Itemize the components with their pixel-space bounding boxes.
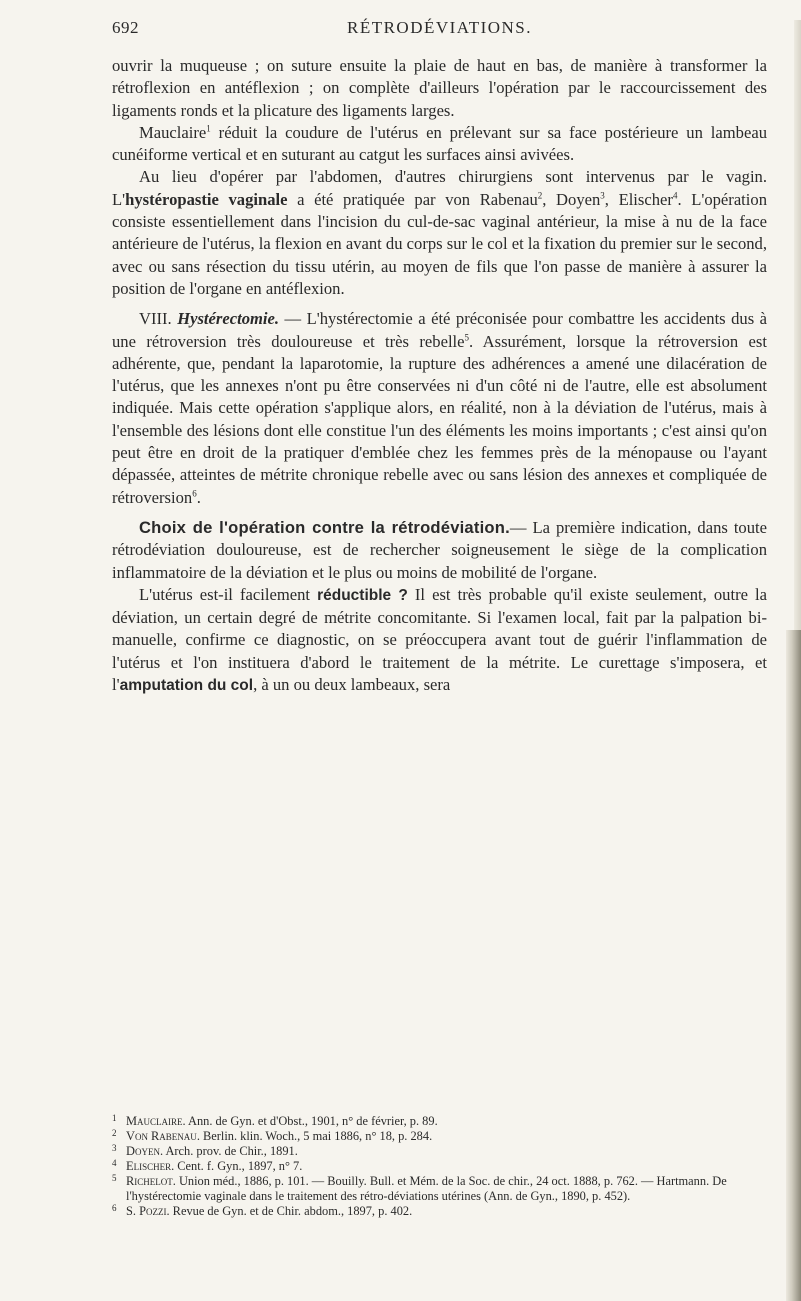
paragraph: VIII. Hystérectomie. — L'hystérectomie a été préconisée pour combattre les accidents dus à une rétroversion très douloureuse et très rebelle$^5$. Assurément, lorsque la rétroversion est adhérente, que, pendant la laparotomie, la rupture des adhérences a amené une dilacération de l'utérus, que les annexes n'ont pu être conservées ni d'un côté ni de l'autre, elle est absolument indiquée. Mais cette opération s'applique alors, en réalité, non à la déviation de l'utérus, mais à l'ensemble des lésions dont elle constitue l'un des éléments les moins importants ; c'est ainsi qu'on peut être en droit de la pratiquer d'emblée chez les femmes près de la ménopause ou l'ayant dépassée, atteintes de métrite chronique rebelle avec ou sans lésion des annexes et compliquée de rétroversion$^6$. [112,309,768,507]
footnote: 5 Richelot. Union méd., 1886, p. 101. — Bouilly. Bull. et Mém. de la Soc. de chir., 24 oct. 1888, p. 762. — Hartmann. De l'hystérectomie vaginale dans le traitement des rétro-déviations utérines (Ann. de Gyn., 1890, p. 452). [112,1173,727,1203]
footnote-ref: 6 [192,488,197,499]
paragraph: Au lieu d'opérer par l'abdomen, d'autres chirurgiens sont intervenus par le vagin. L'hystéropastie vaginale a été pratiquée par von Rabenau$^2$, Doyen$^3$, Elischer$^4$. L'opération consiste essentiellement dans l'incision du cul-de-sac vaginal antérieur, la mise à nu de la face antérieure de l'utérus, la flexion en avant du corps sur le col et la fixation du premier sur le second, avec ou sans résection du tissu utérin, au moyen de fils que l'on passe de manière à assurer la position de l'organe en antéflexion. [112,167,767,298]
running-head [112,18,767,42]
bold-term: hystéropastie vaginale [125,189,288,209]
paragraph: ouvrir la muqueuse ; on suture ensuite la plaie de haut en bas, de manière à transformer la rétroflexion en antéflexion ; on complète d'ailleurs l'opération par le raccourcissement des ligaments ronds et la plicature des ligaments larges. [112,56,767,120]
footnote-ref: 5 [464,332,470,343]
paragraph: Mauclaire$^1$ réduit la coudure de l'utérus en prélevant sur sa face postérieure un lambeau cunéiforme vertical et en suturant au catgut les surfaces ainsi avivées. [112,122,767,165]
section-number: VIII. [139,309,172,329]
body-text [112,55,767,697]
bold-term: amputation du col [119,677,254,695]
footnotes [112,1114,767,1219]
footnote: 3 Doyen. Arch. prov. de Chir., 1891. [112,1143,298,1158]
page-number: 692 [112,18,139,37]
paragraph: Choix de l'opération contre la rétrodéviation.— La première indication, dans toute rétrodéviation douloureuse, est de rechercher soigneusement le siège de la complication inflammatoire de la déviation et le plus ou moins de mobilité de l'organe. [112,517,768,582]
footnote: 2 Von Rabenau. Berlin. klin. Woch., 5 mai 1886, n° 18, p. 284. [112,1128,433,1143]
footnote-ref: 4 [672,190,678,201]
footnote-ref: 1 [206,123,211,134]
footnote: 1 Mauclaire. Ann. de Gyn. et d'Obst., 1901, n° de février, p. 89. [112,1113,438,1128]
section-heading: Hystérectomie. [177,309,280,329]
running-title: RÉTRODÉVIATIONS. [346,18,533,37]
paragraph: L'utérus est-il facilement réductible ? Il est très probable qu'il existe seulement, outre la déviation, un certain degré de métrite concomitante. Si l'examen local, fait par la palpation bi-manuelle, confirme ce diagnostic, on se préoccupera avant tout de guérir l'inflammation de l'utérus et l'on instituera d'abord le traitement de la métrite. Le curettage s'imposera, et l'amputation du col, à un ou deux lambeaux, sera [112,584,767,695]
page-edge-shadow [786,630,801,1301]
footnote: 4 Elischer. Cent. f. Gyn., 1897, n° 7. [112,1158,303,1173]
section-heading: Choix de l'opération contre la rétrodéviation. [139,517,510,537]
footnote-ref: 2 [537,190,543,201]
footnote-ref: 3 [600,190,605,201]
footnote: 6 S. Pozzi. Revue de Gyn. et de Chir. abdom., 1897, p. 402. [112,1203,413,1218]
bold-term: réductible ? [317,586,408,604]
page-edge-shadow [794,20,801,630]
